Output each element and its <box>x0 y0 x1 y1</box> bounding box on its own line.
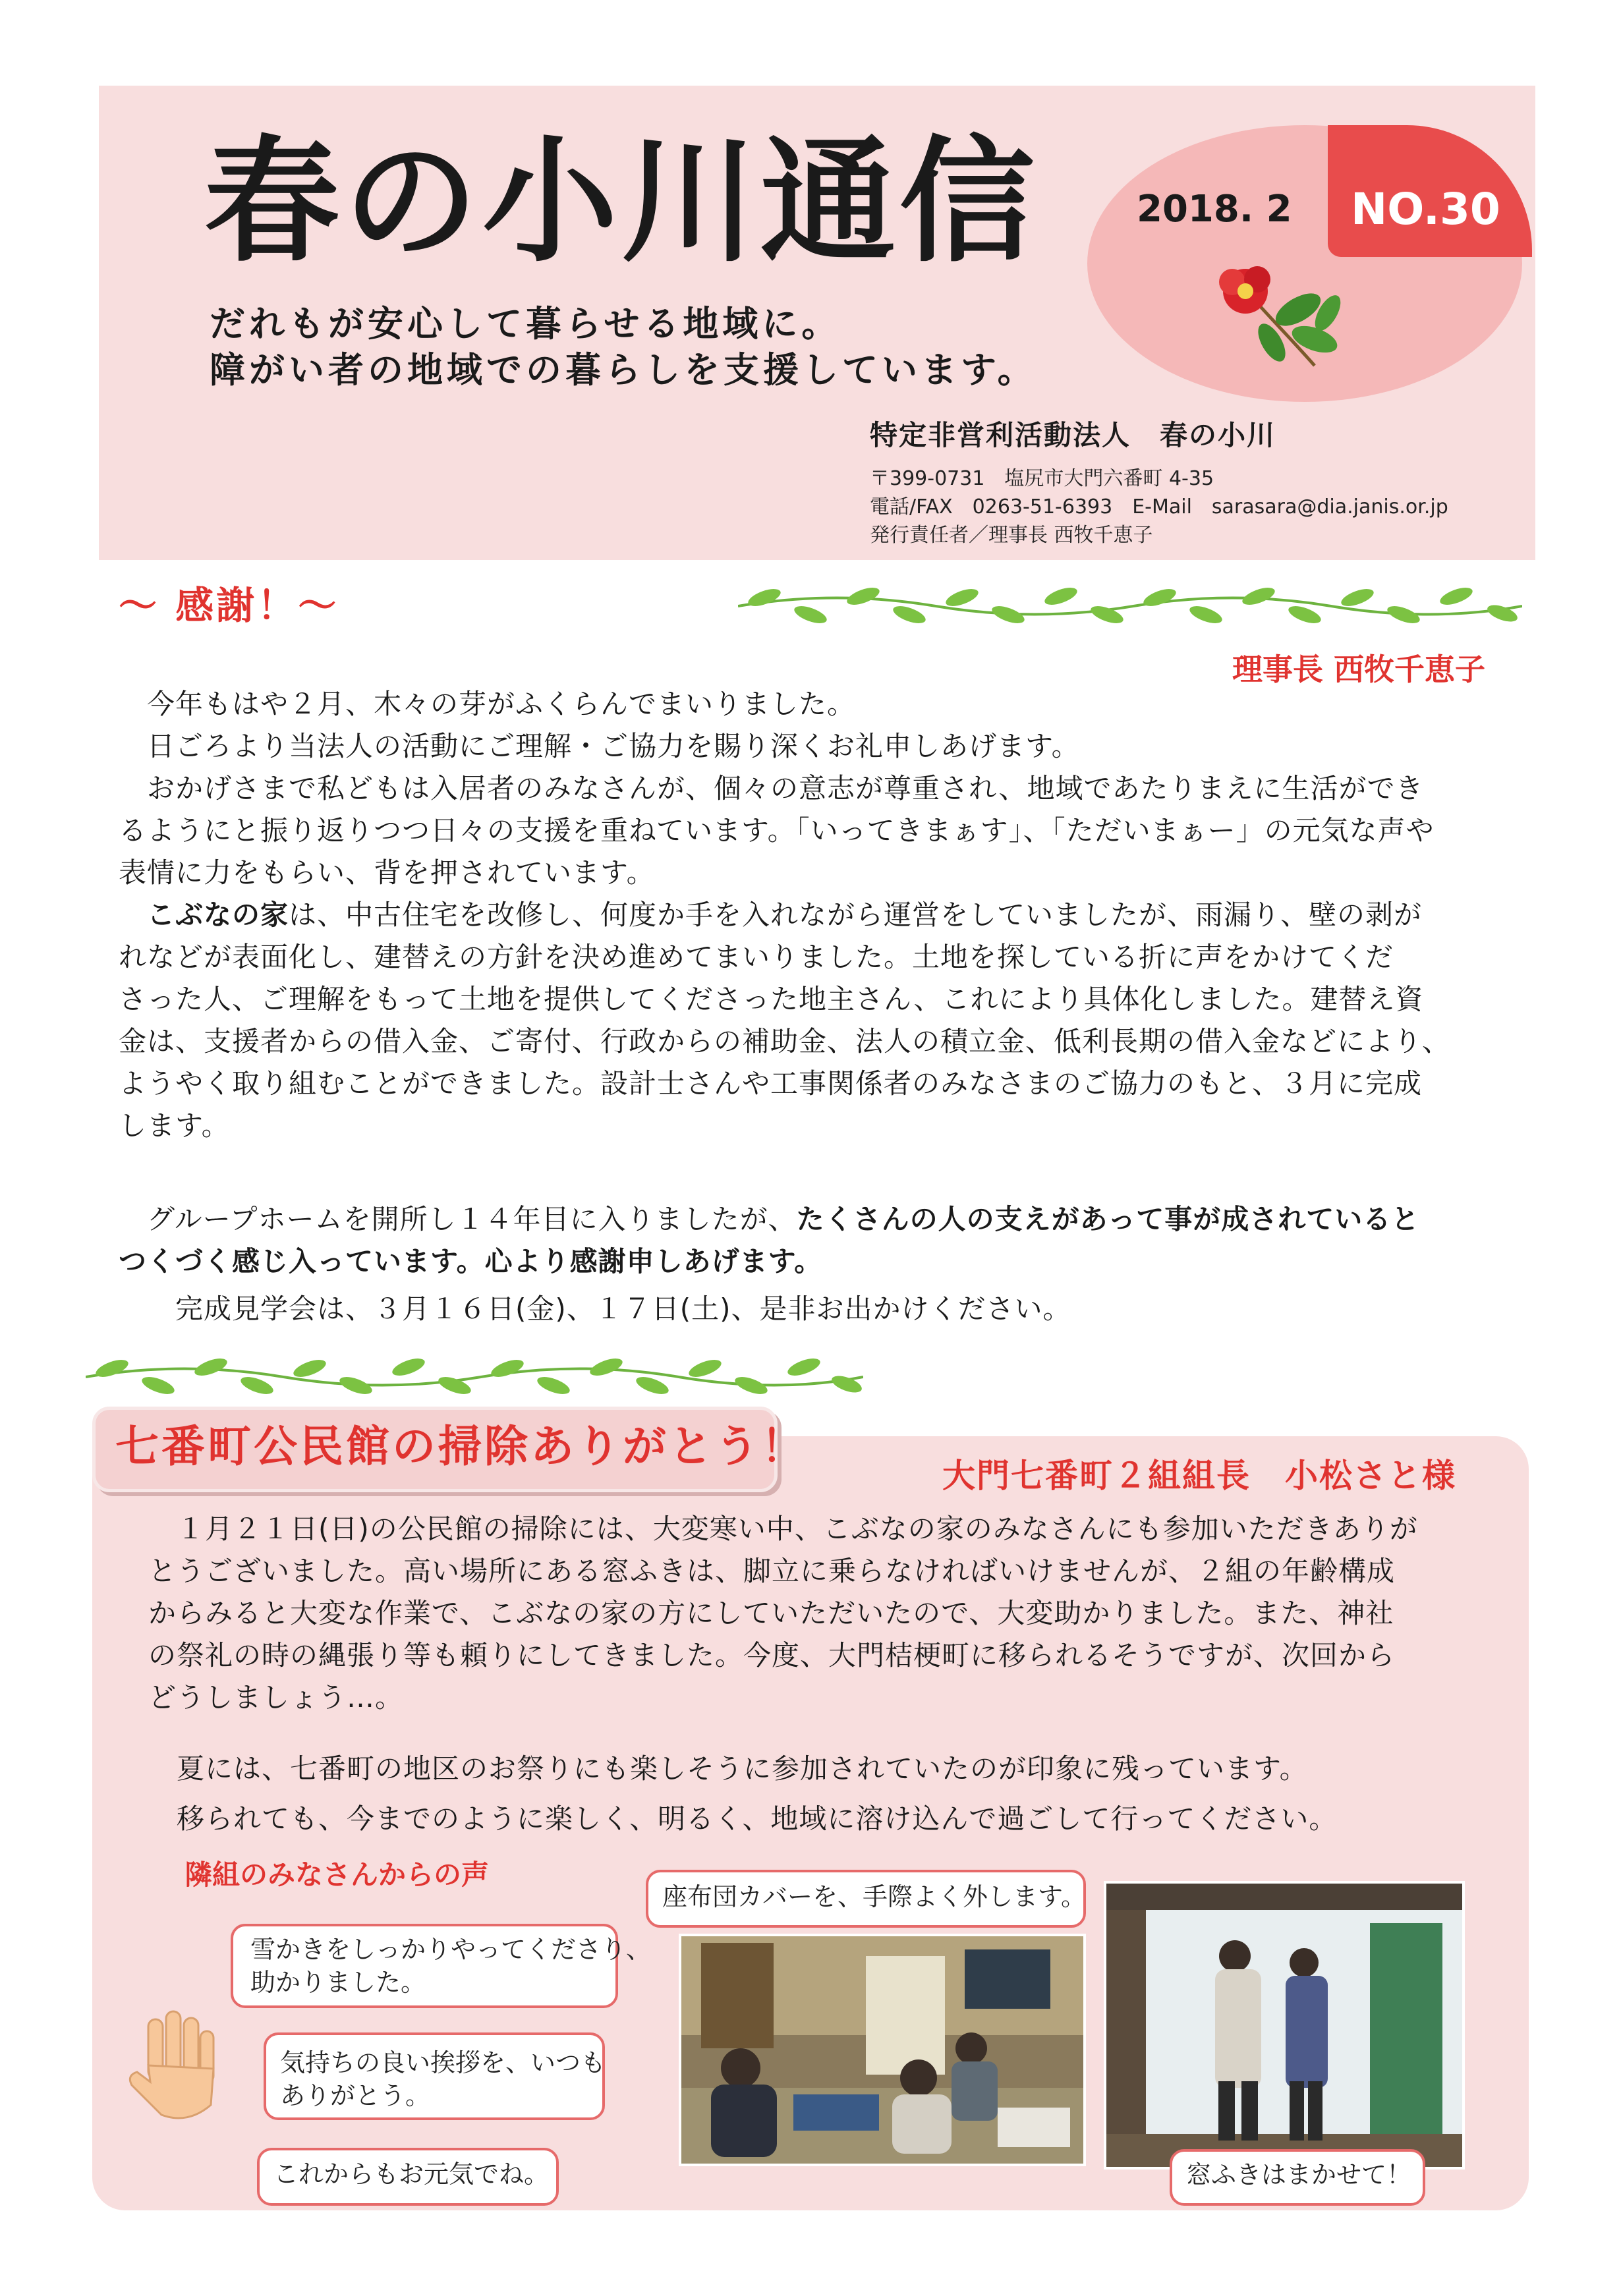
section1-line: さった人、ご理解をもって土地を提供してくださった地主さん、これにより具体化しました。建替え資 <box>119 983 1424 1015</box>
section1-line: 今年もはや２月、木々の芽がふくらんでまいりました。 <box>119 688 856 720</box>
photo-window-cleaning <box>1104 1881 1465 2170</box>
section2-line: どうしましょう…。 <box>148 1681 404 1714</box>
section1-para3-line2: つくづく感じ入っています。心より感謝申しあげます。 <box>119 1245 823 1277</box>
kobuna-house-emphasis: こぶなの家 <box>119 899 289 931</box>
photo-illustration <box>681 1936 1083 2164</box>
bubble-text: 助かりました。 <box>250 1968 426 1997</box>
section2-line: 夏には、七番町の地区のお祭りにも楽しそうに参加されていたのが印象に残っています。 <box>148 1752 1308 1785</box>
section2-line: １月２１日(日)の公民館の掃除には、大変寒い中、こぶなの家のみなさんにも参加いただきありが <box>148 1513 1418 1545</box>
contact-line: 電話/FAX 0263-51-6393 E-Mail sarasara@dia.janis.or.jp <box>870 495 1448 518</box>
publisher-line: 発行責任者／理事長 西牧千恵子 <box>870 524 1153 547</box>
section1-line: 金は、支援者からの借入金、ご寄付、行政からの補助金、法人の積立金、低利長期の借入金などにより、 <box>119 1025 1451 1057</box>
bubble-text: これからもお元気でね。 <box>273 2160 550 2189</box>
bubble-text: 気持ちの良い挨拶を、いつも <box>280 2048 606 2077</box>
section2-line: の祭礼の時の縄張り等も頼りにしてきました。今度、大門桔梗町に移られるそうですが、次回から <box>148 1639 1396 1671</box>
photo-illustration <box>1106 1884 1462 2167</box>
photo-caption: 座布団カバーを、手際よく外します。 <box>662 1882 1086 1911</box>
section1-line: 表情に力をもらい、背を押されています。 <box>119 856 655 889</box>
leaf-vine-decoration <box>738 583 1522 629</box>
section1-title: 〜 感謝！〜 <box>119 583 339 628</box>
section1-author: 理事長 西牧千恵子 <box>1232 652 1486 687</box>
photo-cushion-covers <box>679 1934 1086 2166</box>
section1-line: 日ごろより当法人の活動にご理解・ご協力を賜り深くお礼申しあげます。 <box>119 730 1080 762</box>
tagline-line-2: 障がい者の地域での暮らしを支援しています。 <box>210 349 1037 391</box>
section1-line: します。 <box>119 1109 230 1142</box>
issue-number: NO.30 <box>1351 184 1500 235</box>
postal-address: 〒399-0731 塩尻市大門六番町 4-35 <box>870 467 1214 490</box>
section1-para2-first <box>119 901 1422 929</box>
section1-para3-plain: グループホームを開所し１４年目に入りましたが、 <box>119 1203 797 1235</box>
hand-icon <box>125 2006 224 2128</box>
issue-date: 2018. 2 <box>1137 188 1292 231</box>
section1-para3-first <box>119 1203 1420 1235</box>
newsletter-title: 春の小川通信 <box>204 124 1038 281</box>
section1-line: ようやく取り組むことができました。設計士さんや工事関係者のみなさまのご協力のもと、３月に完成 <box>119 1067 1423 1100</box>
section1-para3-bold: たくさんの人の支えがあって事が成されていると <box>796 1203 1420 1235</box>
bubble-text: ありがとう。 <box>280 2081 431 2110</box>
section1-line: おかげさまで私どもは入居者のみなさんが、個々の意志が尊重され、地域であたりまえに生活ができ <box>119 772 1424 804</box>
section1-line: れなどが表面化し、建替えの方針を決め進めてまいりました。土地を探している折に声をかけてくだ <box>119 941 1394 973</box>
section2-title: 七番町公民館の掃除ありがとう！ <box>115 1421 807 1472</box>
bubble-text: 雪かきをしっかりやってくださり、 <box>250 1935 652 1964</box>
org-name: 特定非営利活動法人 春の小川 <box>870 419 1276 451</box>
camellia-flower-icon <box>1206 250 1351 395</box>
leaf-vine-decoration <box>86 1354 863 1400</box>
section2-line: からみると大変な作業で、こぶなの家の方にしていただいたので、大変助かりました。また、神社 <box>148 1597 1394 1629</box>
section2-line: とうございました。高い場所にある窓ふきは、脚立に乗らなければいけませんが、２組の年齢構成 <box>148 1555 1396 1587</box>
neighbors-voices-title: 隣組のみなさんからの声 <box>185 1859 490 1891</box>
section2-author: 大門七番町２組組長 小松さと様 <box>942 1457 1456 1495</box>
section1-para4: 完成見学会は、３月１６日(金)、１７日(土)、是非お出かけください。 <box>119 1293 1071 1325</box>
section1-line: るようにと振り返りつつ日々の支援を重ねています。「いってきまぁす」、「ただいまぁー」の元気な声や <box>119 814 1435 847</box>
section1-para2-first-rest: は、中古住宅を改修し、何度か手を入れながら運営をしていましたが、雨漏り、壁の剥が <box>289 899 1423 931</box>
section2-line: 移られても、今までのように楽しく、明るく、地域に溶け込んで過ごして行ってください。 <box>148 1803 1338 1835</box>
tagline-line-1: だれもが安心して暮らせる地域に。 <box>210 303 841 345</box>
photo-caption: 窓ふきはまかせて！ <box>1186 2160 1412 2189</box>
